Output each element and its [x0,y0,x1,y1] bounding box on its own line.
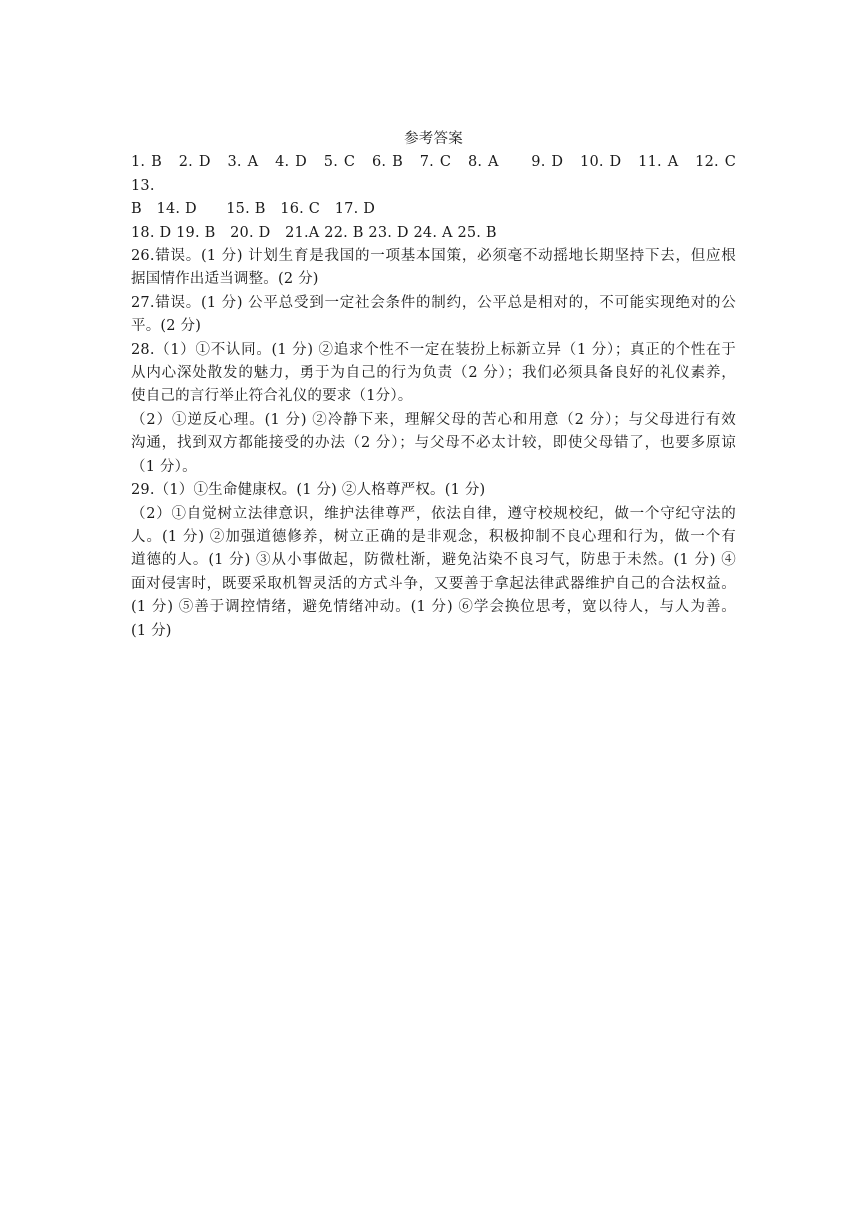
answer-line: 人。(1 分) ②加强道德修养，树立正确的是非观念，积极抑制不良心理和行为，做一个有 [131,528,736,545]
answer-line: 27.错误。(1 分) 公平总受到一定社会条件的制约，公平总是相对的，不可能实现绝对的公 [131,294,736,311]
answer-line: 道德的人。(1 分) ③从小事做起，防微杜渐，避免沾染不良习气，防患于未然。(1 分) ④ [131,552,736,569]
answer-line: 28.（1）①不认同。(1 分) ②追求个性不一定在装扮上标新立异（1 分）；真正的个性在于 [131,341,736,358]
answer-line: B 14. D 15. B 16. C 17. D [131,201,376,218]
page-title: 参考答案 [404,131,463,147]
answer-line: 据国情作出适当调整。(2 分) [131,271,319,288]
answer-line: (1 分) [131,622,172,639]
answer-line: （1 分）。 [131,458,197,475]
answer-line: 18. D 19. B 20. D 21.A 22. B 23. D 24. A 25. B [131,224,497,241]
answer-line: 从内心深处散发的魅力，勇于为自己的行为负责（2 分）；我们必须具备良好的礼仪素养， [131,365,736,382]
answer-line: 29.（1）①生命健康权。(1 分) ②人格尊严权。(1 分) [131,482,486,499]
answer-line: （2）①自觉树立法律意识，维护法律尊严，依法自律，遵守校规校纪，做一个守纪守法的 [131,505,736,522]
answer-line: 1. B 2. D 3. A 4. D 5. C 6. B 7. C 8. A 9. D 10. D 11. A 12. C 13. [131,154,751,194]
answer-sheet [131,128,751,643]
answer-line: 面对侵害时，既要采取机智灵活的方式斗争，又要善于拿起法律武器维护自己的合法权益。 [131,575,736,592]
answer-line: 沟通，找到双方都能接受的办法（2 分）；与父母不必太计较，即使父母错了，也要多原谅 [131,435,736,452]
answer-line: （2）①逆反心理。(1 分) ②冷静下来，理解父母的苦心和用意（2 分）；与父母进行有效 [131,411,736,428]
answer-line: 平。(2 分) [131,318,202,335]
answer-line: 26.错误。(1 分) 计划生育是我国的一项基本国策，必须毫不动摇地长期坚持下去，但应根 [131,248,736,265]
answer-line: 使自己的言行举止符合礼仪的要求（1分）。 [131,388,413,405]
answer-line: (1 分) ⑤善于调控情绪，避免情绪冲动。(1 分) ⑥学会换位思考，宽以待人，与人为善。 [131,599,736,616]
